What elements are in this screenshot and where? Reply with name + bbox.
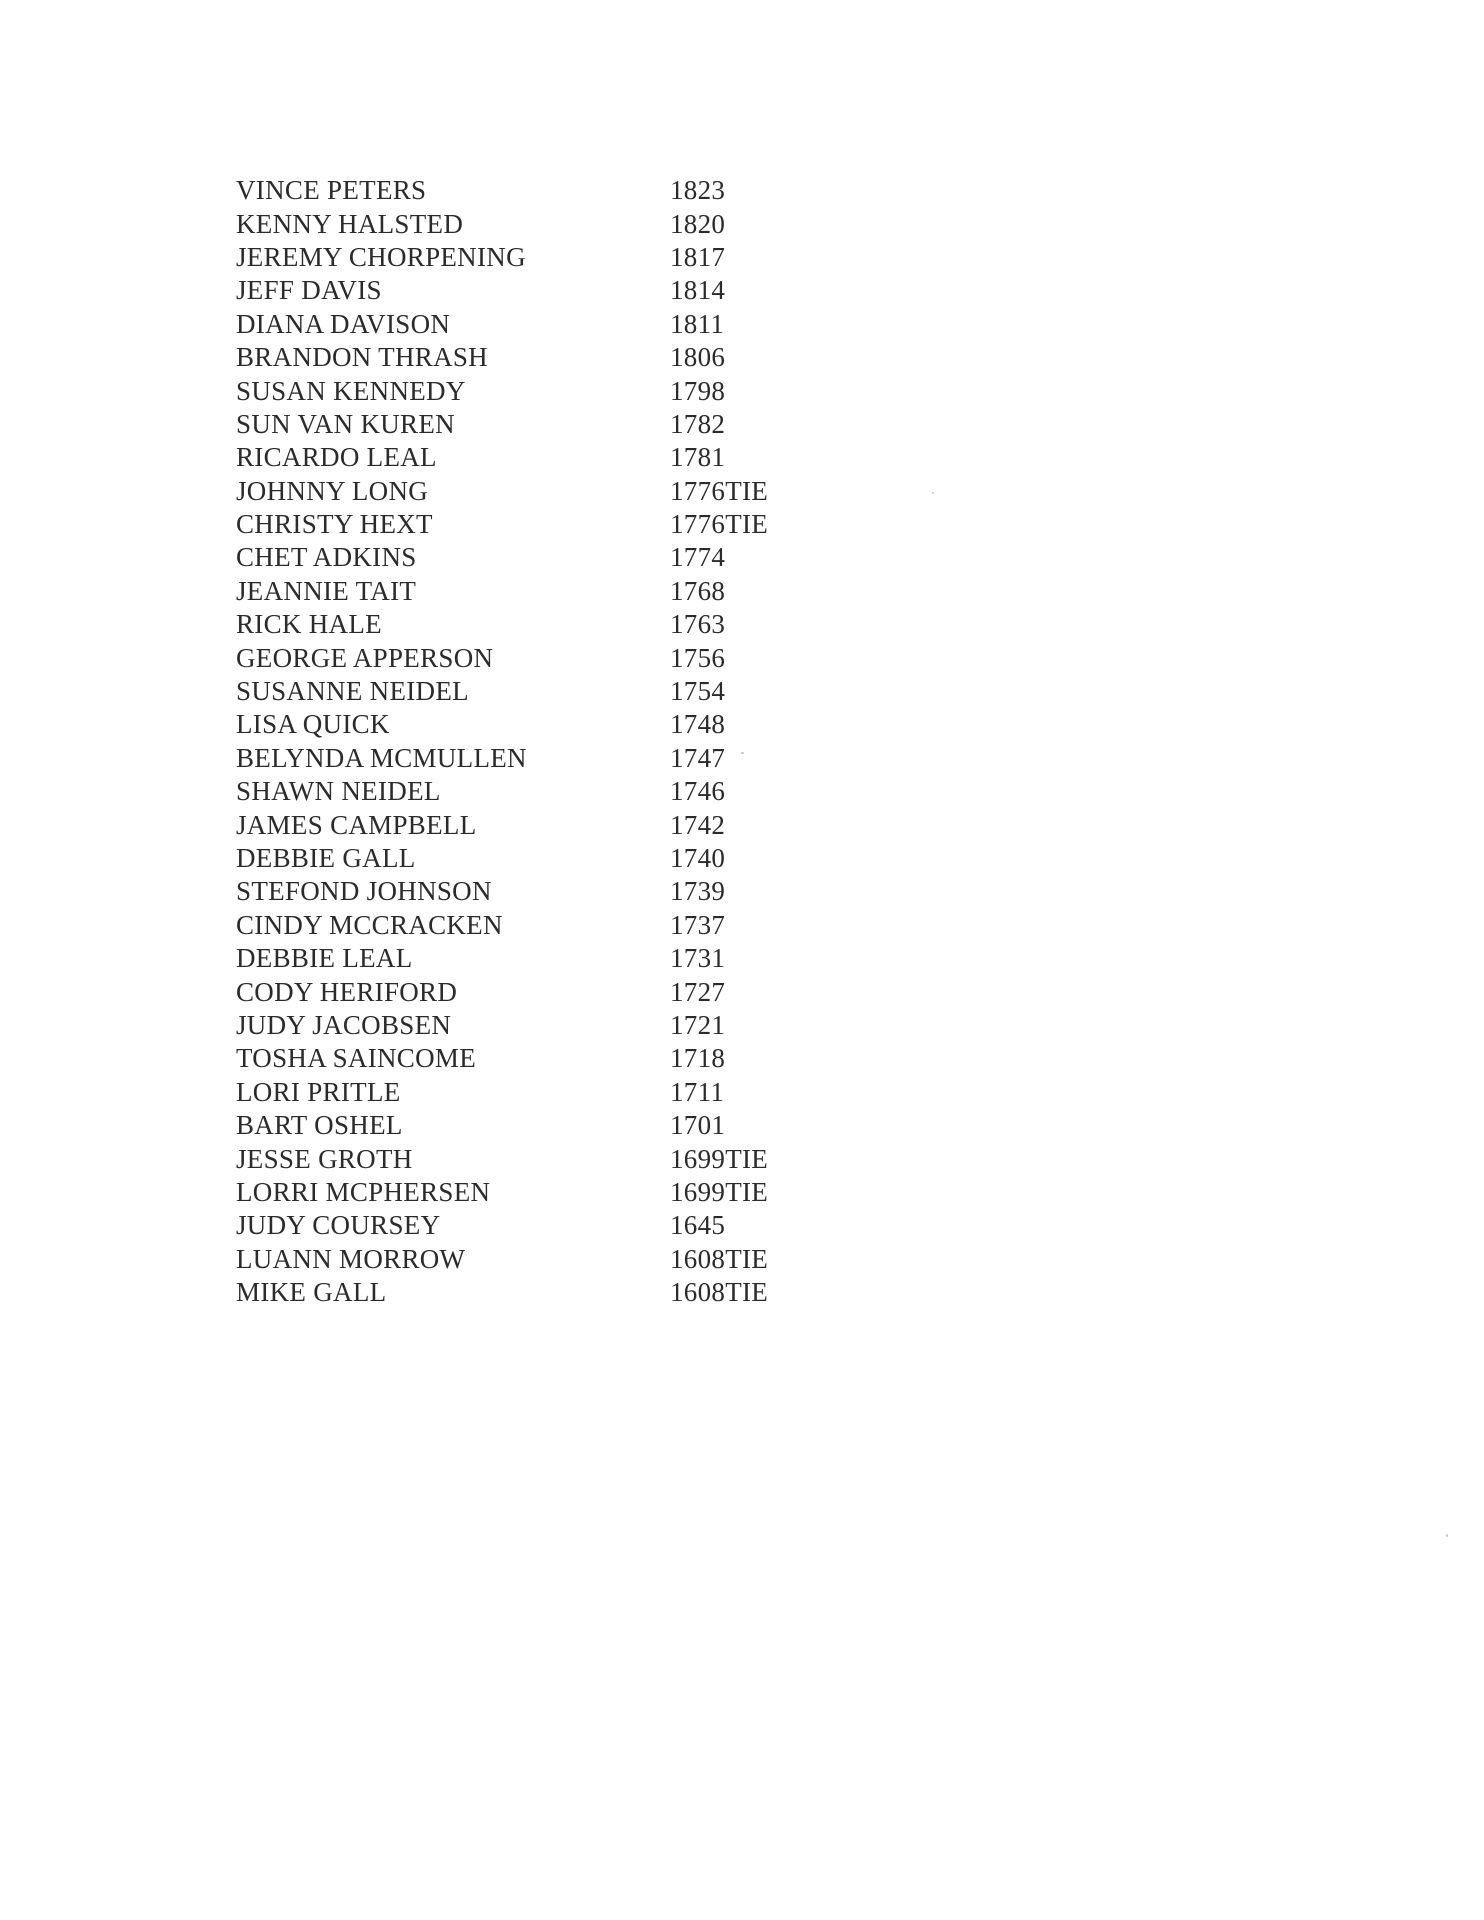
score-row xyxy=(236,775,836,808)
player-name: DEBBIE LEAL xyxy=(236,943,413,974)
score-row xyxy=(236,641,836,674)
player-score: 1817 xyxy=(670,241,726,272)
score-row xyxy=(236,575,836,608)
player-score: 1746 xyxy=(670,776,726,807)
score-row xyxy=(236,408,836,441)
score-row xyxy=(236,675,836,708)
player-name: RICARDO LEAL xyxy=(236,442,437,473)
score-row xyxy=(236,1042,836,1075)
player-score: 1701 xyxy=(670,1110,726,1141)
player-name: JEFF DAVIS xyxy=(236,275,382,306)
score-row xyxy=(236,241,836,274)
scan-speck xyxy=(1446,1534,1448,1537)
player-name: SUSAN KENNEDY xyxy=(236,375,466,406)
player-score: 1739 xyxy=(670,876,726,907)
score-row xyxy=(236,842,836,875)
score-row xyxy=(236,1176,836,1209)
player-score: 1811 xyxy=(670,308,725,339)
score-row xyxy=(236,1076,836,1109)
score-row xyxy=(236,1243,836,1276)
score-row xyxy=(236,1142,836,1175)
player-name: JAMES CAMPBELL xyxy=(236,809,477,840)
score-row xyxy=(236,608,836,641)
score-row xyxy=(236,1209,836,1242)
player-name: DIANA DAVISON xyxy=(236,308,451,339)
player-score: 1756 xyxy=(670,642,726,673)
score-row xyxy=(236,1009,836,1042)
player-name: LUANN MORROW xyxy=(236,1243,466,1274)
player-score: 1699TIE xyxy=(670,1143,769,1174)
score-row xyxy=(236,174,836,207)
score-row xyxy=(236,1276,836,1309)
player-score: 1820 xyxy=(670,208,726,239)
scan-speck xyxy=(741,752,744,754)
score-row xyxy=(236,942,836,975)
score-row xyxy=(236,475,836,508)
player-name: LORRI MCPHERSEN xyxy=(236,1176,491,1207)
score-row xyxy=(236,875,836,908)
player-score: 1806 xyxy=(670,342,726,373)
score-row xyxy=(236,541,836,574)
player-score: 1721 xyxy=(670,1009,726,1040)
player-name: SUSANNE NEIDEL xyxy=(236,676,469,707)
player-name: CHRISTY HEXT xyxy=(236,509,433,540)
player-name: CHET ADKINS xyxy=(236,542,417,573)
player-name: DEBBIE GALL xyxy=(236,843,416,873)
player-name: KENNY HALSTED xyxy=(236,208,464,239)
player-score: 1768 xyxy=(670,575,726,606)
player-score: 1742 xyxy=(670,809,726,840)
player-name: JUDY COURSEY xyxy=(236,1210,441,1241)
score-row xyxy=(236,274,836,307)
player-score: 1776TIE xyxy=(670,475,769,506)
player-score: 1798 xyxy=(670,375,726,406)
score-row xyxy=(236,441,836,474)
player-score: 1718 xyxy=(670,1043,726,1074)
player-name: LISA QUICK xyxy=(236,709,390,740)
player-name: BART OSHEL xyxy=(236,1110,403,1141)
player-score: 1711 xyxy=(670,1076,725,1107)
player-name: STEFOND JOHNSON xyxy=(236,876,492,907)
score-row xyxy=(236,708,836,741)
player-score: 1823 xyxy=(670,175,726,206)
player-score: 1748 xyxy=(670,709,726,740)
score-row xyxy=(236,909,836,942)
player-name: LORI PRITLE xyxy=(236,1076,401,1107)
player-name: CODY HERIFORD xyxy=(236,976,458,1007)
player-name: SUN VAN KUREN xyxy=(236,408,455,439)
player-score: 1781 xyxy=(670,442,726,473)
player-score: 1737 xyxy=(670,909,726,940)
player-score: 1608TIE xyxy=(670,1277,769,1308)
player-score: 1731 xyxy=(670,943,726,974)
player-name: VINCE PETERS xyxy=(236,175,427,206)
player-name: BRANDON THRASH xyxy=(236,342,488,373)
player-name: SHAWN NEIDEL xyxy=(236,776,441,807)
player-score: 1754 xyxy=(670,676,726,707)
player-score: 1763 xyxy=(670,609,726,640)
player-score: 1727 xyxy=(670,976,726,1007)
scan-speck xyxy=(932,492,934,494)
player-name: GEORGE APPERSON xyxy=(236,642,494,673)
score-row xyxy=(236,975,836,1008)
score-row xyxy=(236,207,836,240)
score-row xyxy=(236,374,836,407)
player-name: JUDY JACOBSEN xyxy=(236,1009,452,1040)
player-name: JEANNIE TAIT xyxy=(236,575,417,606)
player-score: 1747 xyxy=(670,742,726,773)
score-row xyxy=(236,742,836,775)
player-score: 1740 xyxy=(670,843,726,873)
score-list xyxy=(236,174,836,1309)
player-score: 1814 xyxy=(670,275,726,306)
player-name: CINDY MCCRACKEN xyxy=(236,909,503,940)
player-score: 1699TIE xyxy=(670,1176,769,1207)
player-score: 1782 xyxy=(670,408,726,439)
player-score: 1776TIE xyxy=(670,509,769,540)
score-row xyxy=(236,308,836,341)
score-row xyxy=(236,508,836,541)
score-row xyxy=(236,808,836,841)
player-name: RICK HALE xyxy=(236,609,382,640)
player-name: JEREMY CHORPENING xyxy=(236,241,526,272)
score-row xyxy=(236,341,836,374)
player-name: TOSHA SAINCOME xyxy=(236,1043,476,1074)
player-name: MIKE GALL xyxy=(236,1277,387,1308)
player-score: 1645 xyxy=(670,1210,726,1241)
player-name: JOHNNY LONG xyxy=(236,475,429,506)
score-row xyxy=(236,1109,836,1142)
player-name: BELYNDA MCMULLEN xyxy=(236,742,527,773)
player-score: 1608TIE xyxy=(670,1243,769,1274)
player-name: JESSE GROTH xyxy=(236,1143,413,1174)
player-score: 1774 xyxy=(670,542,726,573)
